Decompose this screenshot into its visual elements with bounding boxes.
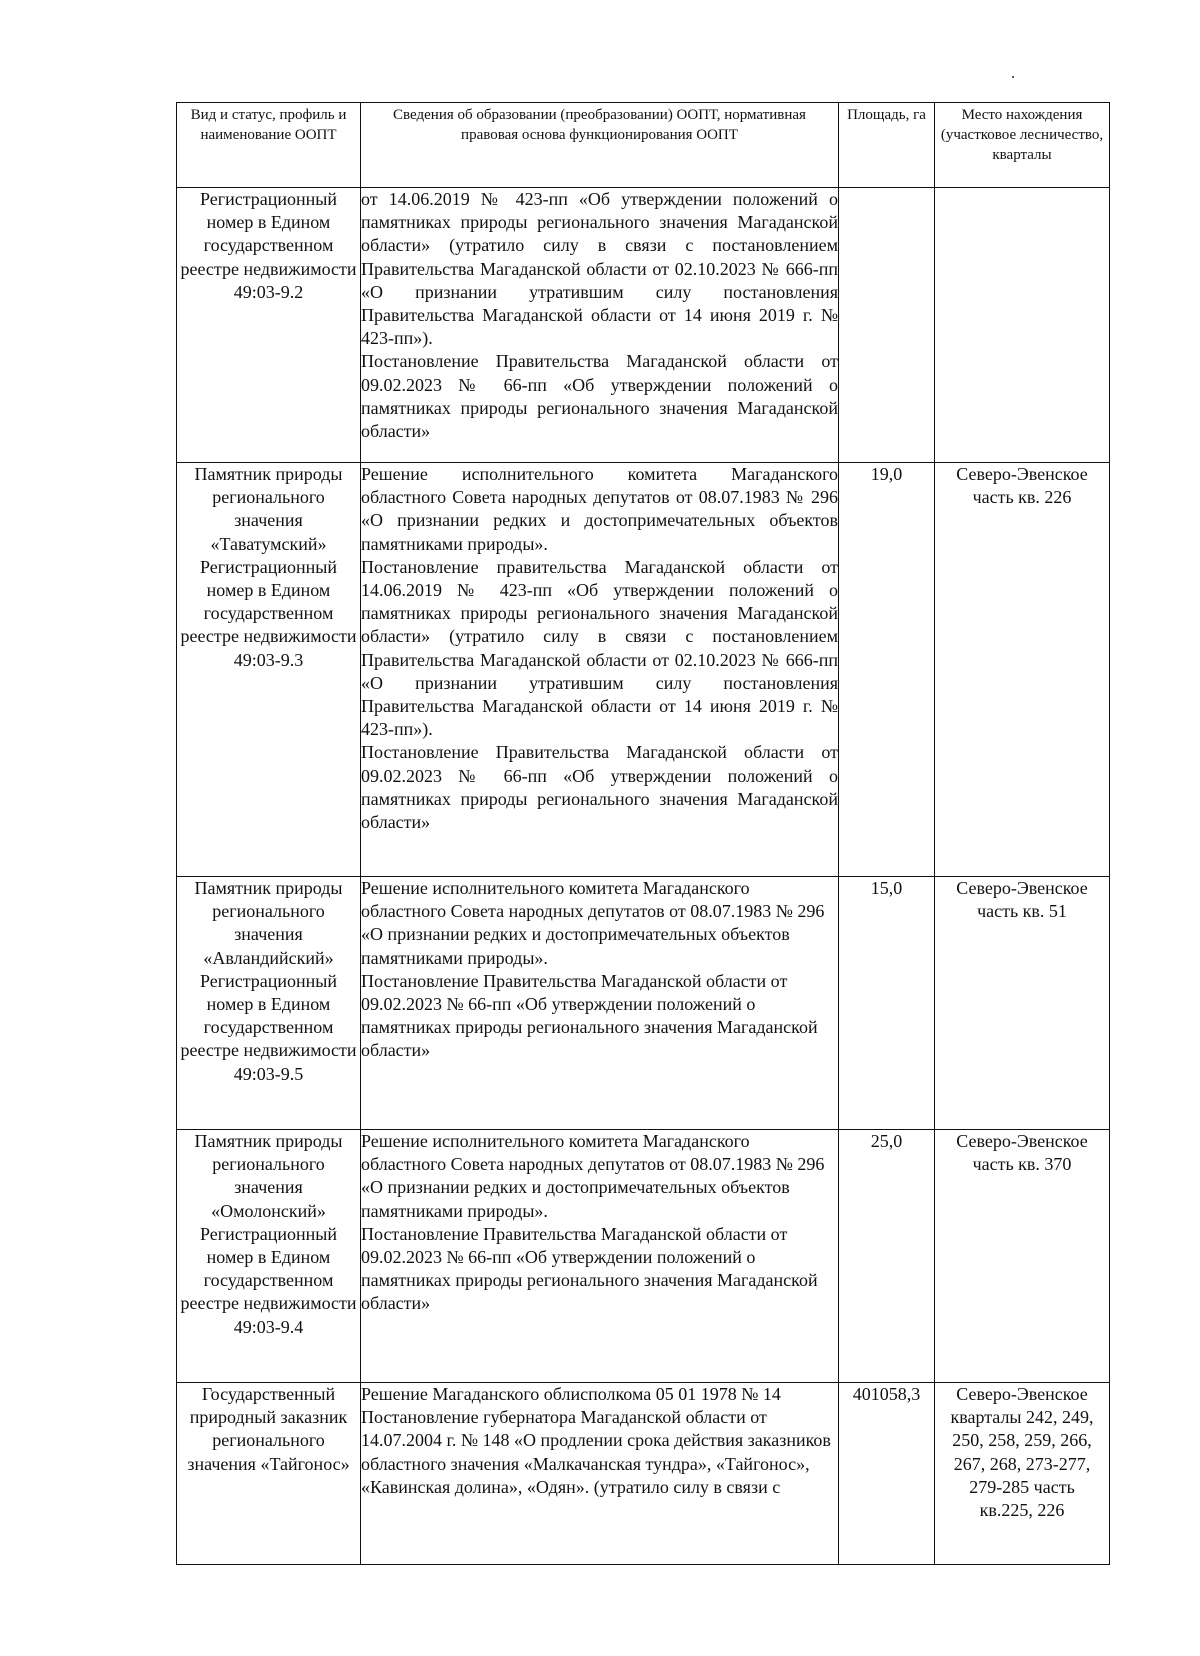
oopt-name-cell: [177, 1130, 361, 1383]
doc-paragraph: Решение исполнительного комитета Магаданского областного Совета народных депутатов от 08.07.1983 № 296 «О признании редких и достопримечательных объектов памятниками природы».: [361, 878, 825, 968]
oopt-name-cell: [177, 188, 361, 463]
oopt-location: Северо-Эвенское часть кв. 226: [956, 464, 1088, 508]
oopt-location-cell: [935, 877, 1110, 1130]
doc-paragraph: Постановление правительства Магаданской области от 14.06.2019 № 423-пп «Об утверждении положений о памятниках природы регионального значения Магаданской области» (утратило силу в связи с постановлением Правительства Магаданской области от 02.10.2023 № 666-пп «О признании утратившим силу постановления Правительства Магаданской области от 14 июня 2019 г. № 423-пп»).: [361, 556, 838, 740]
doc-paragraph: Постановление Правительства Магаданской области от 09.02.2023 № 66-пп «Об утверждении положений о памятниках природы регионального значения Магаданской области»: [361, 351, 838, 442]
oopt-location-cell: [935, 1383, 1110, 1565]
oopt-location: Северо-Эвенское часть кв. 51: [956, 878, 1088, 922]
table-row: [177, 1383, 1110, 1565]
oopt-area: 401058,3: [852, 1384, 921, 1404]
oopt-name: Памятник природы регионального значения «Таватумский» Регистрационный номер в Едином государственном реестре недвижимости 49:03-9.3: [180, 464, 357, 670]
doc-paragraph: Решение исполнительного комитета Магаданского областного Совета народных депутатов от 08.07.1983 № 296 «О признании редких и достопримечательных объектов памятниками природы».: [361, 464, 838, 554]
oopt-location-cell: [935, 188, 1110, 463]
oopt-docs-cell: [361, 463, 839, 877]
header-cell-location: Место нахождения (участковое лесничество, кварталы: [935, 103, 1110, 188]
oopt-docs-cell: [361, 188, 839, 463]
oopt-area: 19,0: [870, 464, 903, 484]
doc-paragraph: Решение исполнительного комитета Магаданского областного Совета народных депутатов от 08.07.1983 № 296 «О признании редких и достопримечательных объектов памятниками природы».: [361, 1131, 825, 1221]
table-row: [177, 188, 1110, 463]
oopt-area-cell: [839, 1130, 935, 1383]
oopt-name: Памятник природы регионального значения «Авландийский» Регистрационный номер в Едином государственном реестре недвижимости 49:03-9.5: [180, 878, 357, 1084]
header-cell-area: Площадь, га: [839, 103, 935, 188]
table-row: [177, 877, 1110, 1130]
oopt-name-cell: [177, 877, 361, 1130]
oopt-location-cell: [935, 463, 1110, 877]
oopt-name-cell: [177, 1383, 361, 1565]
oopt-docs-cell: [361, 1383, 839, 1565]
oopt-location: Северо-Эвенское часть кв. 370: [956, 1131, 1088, 1175]
table-row: [177, 463, 1110, 877]
oopt-name: Государственный природный заказник регионального значения «Тайгонос»: [187, 1384, 350, 1474]
table-header-row: [177, 103, 1110, 188]
doc-paragraph: Постановление Правительства Магаданской области от 09.02.2023 № 66-пп «Об утверждении положений о памятниках природы регионального значения Магаданской области»: [361, 1223, 818, 1314]
oopt-name: Регистрационный номер в Едином государственном реестре недвижимости 49:03-9.2: [180, 189, 357, 302]
doc-paragraph: от 14.06.2019 № 423-пп «Об утверждении положений о памятниках природы регионального значения Магаданской области» (утратило силу в связи с постановлением Правительства Магаданской области от 02.10.2023 № 666-пп «О признании утратившим силу постановления Правительства Магаданской области от 14 июня 2019 г. № 423-пп»).: [361, 189, 838, 349]
oopt-docs-cell: [361, 1130, 839, 1383]
oopt-area-cell: [839, 1383, 935, 1565]
oopt-name-cell: [177, 463, 361, 877]
oopt-area-cell: [839, 877, 935, 1130]
oopt-name: Памятник природы регионального значения «Омолонский» Регистрационный номер в Едином государственном реестре недвижимости 49:03-9.4: [180, 1131, 357, 1337]
oopt-location: Северо-Эвенское кварталы 242, 249, 250, 258, 259, 266, 267, 268, 273-277, 279-285 часть кв.225, 226: [950, 1384, 1094, 1521]
oopt-location-cell: [935, 1130, 1110, 1383]
doc-paragraph: Решение Магаданского облисполкома 05 01 1978 № 14: [361, 1384, 781, 1404]
oopt-area: 15,0: [870, 878, 903, 898]
oopt-docs-cell: [361, 877, 839, 1130]
page-mark: [1012, 76, 1014, 78]
header-cell-name: Вид и статус, профиль и наименование ООПТ: [177, 103, 361, 188]
doc-paragraph: Постановление Правительства Магаданской области от 09.02.2023 № 66-пп «Об утверждении положений о памятниках природы регионального значения Магаданской области»: [361, 970, 818, 1061]
doc-paragraph: Постановление губернатора Магаданской области от 14.07.2004 г. № 148 «О продлении срока действия заказников областного значения «Малкачанская тундра», «Тайгонос», «Кавинская долина», «Одян». (утратило силу в связи с: [361, 1407, 831, 1497]
oopt-area: 25,0: [870, 1131, 903, 1151]
doc-paragraph: Постановление Правительства Магаданской области от 09.02.2023 № 66-пп «Об утверждении положений о памятниках природы регионального значения Магаданской области»: [361, 742, 838, 833]
oopt-area-cell: [839, 188, 935, 463]
header-cell-docs: Сведения об образовании (преобразовании) ООПТ, нормативная правовая основа функционирования ООПТ: [361, 103, 839, 188]
oopt-table: [176, 102, 1110, 1565]
table-row: [177, 1130, 1110, 1383]
oopt-area-cell: [839, 463, 935, 877]
